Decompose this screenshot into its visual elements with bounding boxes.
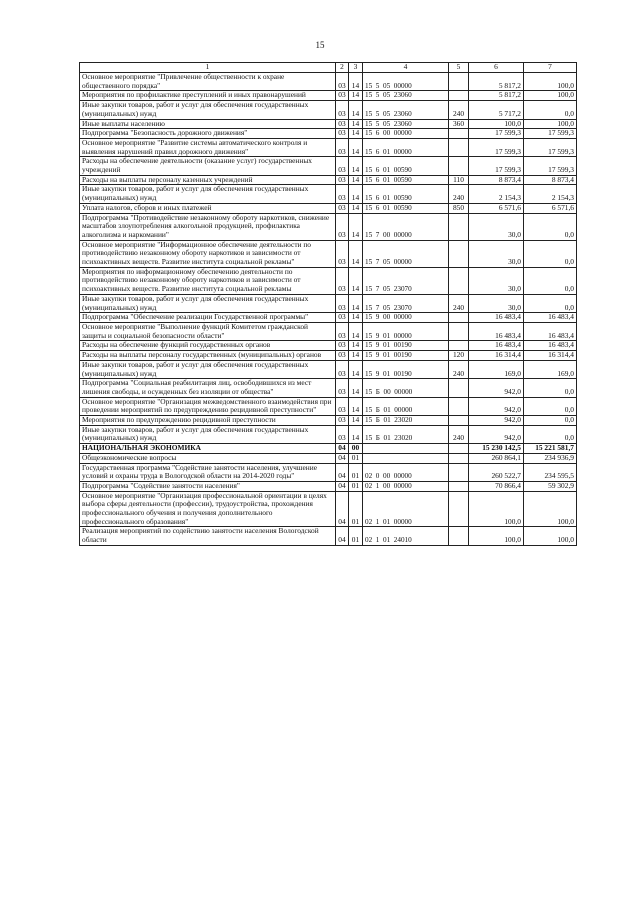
section-code-cell: 03 xyxy=(336,119,349,129)
table-row xyxy=(80,444,577,454)
amount-year2-cell: 0,0 xyxy=(524,240,577,267)
target-article-cell: 15 6 01 00590 xyxy=(363,157,449,175)
table-row xyxy=(80,91,577,101)
table-row xyxy=(80,341,577,351)
expense-type-cell: 240 xyxy=(449,101,469,119)
expense-name-cell: Подпрограмма "Безопасность дорожного движения" xyxy=(80,129,336,139)
target-article-cell: 15 Б 00 00000 xyxy=(363,379,449,397)
section-code-cell: 03 xyxy=(336,313,349,323)
amount-year2-cell: 0,0 xyxy=(524,416,577,426)
expense-name-cell: Основное мероприятие "Организация профессиональной ориентации в целях выбора сферы деятельности (профессии), трудоустройства, прохождения профессионального обучения и получения дополнительного профессионального образования" xyxy=(80,491,336,527)
amount-year1-cell: 100,0 xyxy=(469,119,524,129)
table-row xyxy=(80,527,577,545)
amount-year1-cell: 30,0 xyxy=(469,213,524,240)
expense-type-cell xyxy=(449,91,469,101)
header-cell: 5 xyxy=(449,63,469,73)
section-code-cell: 03 xyxy=(336,341,349,351)
amount-year1-cell: 16 314,4 xyxy=(469,351,524,361)
expense-type-cell xyxy=(449,481,469,491)
amount-year1-cell: 942,0 xyxy=(469,397,524,415)
section-code-cell: 03 xyxy=(336,129,349,139)
target-article-cell: 15 Б 01 23020 xyxy=(363,425,449,443)
amount-year1-cell: 16 483,4 xyxy=(469,322,524,340)
amount-year1-cell: 70 866,4 xyxy=(469,481,524,491)
target-article-cell: 15 6 01 00590 xyxy=(363,203,449,213)
subsection-code-cell: 14 xyxy=(349,101,363,119)
expense-name-cell: Подпрограмма "Обеспечение реализации Государственной программы" xyxy=(80,313,336,323)
subsection-code-cell: 14 xyxy=(349,379,363,397)
expense-name-cell: Реализация мероприятий по содействию занятости населения Вологодской области xyxy=(80,527,336,545)
table-row xyxy=(80,453,577,463)
table-row xyxy=(80,213,577,240)
expense-type-cell xyxy=(449,379,469,397)
amount-year2-cell: 0,0 xyxy=(524,425,577,443)
table-row xyxy=(80,119,577,129)
expense-name-cell: Государственная программа "Содействие занятости населения, улучшение условий и охраны труда в Вологодской области на 2014-2020 годы" xyxy=(80,463,336,481)
subsection-code-cell: 14 xyxy=(349,360,363,378)
section-code-cell: 03 xyxy=(336,322,349,340)
amount-year1-cell: 100,0 xyxy=(469,491,524,527)
target-article-cell: 15 5 05 23060 xyxy=(363,91,449,101)
expense-name-cell: Иные закупки товаров, работ и услуг для обеспечения государственных (муниципальных) нужд xyxy=(80,185,336,203)
expense-type-cell xyxy=(449,416,469,426)
amount-year2-cell: 0,0 xyxy=(524,267,577,294)
table-row xyxy=(80,185,577,203)
target-article-cell xyxy=(363,453,449,463)
expense-type-cell: 850 xyxy=(449,203,469,213)
expense-type-cell xyxy=(449,527,469,545)
table-row xyxy=(80,175,577,185)
expense-type-cell xyxy=(449,313,469,323)
amount-year1-cell: 260 522,7 xyxy=(469,463,524,481)
section-code-cell: 04 xyxy=(336,444,349,454)
target-article-cell: 15 7 05 00000 xyxy=(363,240,449,267)
amount-year2-cell: 0,0 xyxy=(524,101,577,119)
subsection-code-cell: 01 xyxy=(349,527,363,545)
amount-year1-cell: 16 483,4 xyxy=(469,341,524,351)
amount-year1-cell: 15 230 142,5 xyxy=(469,444,524,454)
section-code-cell: 03 xyxy=(336,203,349,213)
section-code-cell: 03 xyxy=(336,175,349,185)
amount-year1-cell: 942,0 xyxy=(469,416,524,426)
amount-year2-cell: 100,0 xyxy=(524,91,577,101)
amount-year1-cell: 5 817,2 xyxy=(469,73,524,91)
expense-type-cell xyxy=(449,397,469,415)
subsection-code-cell: 14 xyxy=(349,185,363,203)
expense-type-cell xyxy=(449,73,469,91)
target-article-cell: 15 6 01 00590 xyxy=(363,185,449,203)
section-code-cell: 03 xyxy=(336,267,349,294)
expense-name-cell: Подпрограмма "Содействие занятости населения" xyxy=(80,481,336,491)
expense-name-cell: Расходы на обеспечение деятельности (оказание услуг) государственных учреждений xyxy=(80,157,336,175)
expense-type-cell xyxy=(449,453,469,463)
amount-year2-cell: 17 599,3 xyxy=(524,157,577,175)
target-article-cell: 15 6 01 00000 xyxy=(363,138,449,156)
expense-type-cell xyxy=(449,138,469,156)
table-row xyxy=(80,240,577,267)
amount-year2-cell: 0,0 xyxy=(524,294,577,312)
expense-type-cell: 240 xyxy=(449,360,469,378)
amount-year2-cell: 17 599,3 xyxy=(524,129,577,139)
expense-type-cell xyxy=(449,463,469,481)
amount-year1-cell: 16 483,4 xyxy=(469,313,524,323)
subsection-code-cell: 14 xyxy=(349,397,363,415)
amount-year1-cell: 260 864,1 xyxy=(469,453,524,463)
target-article-cell: 15 7 05 23070 xyxy=(363,267,449,294)
section-code-cell: 03 xyxy=(336,240,349,267)
section-code-cell: 03 xyxy=(336,416,349,426)
amount-year2-cell: 0,0 xyxy=(524,379,577,397)
expense-type-cell xyxy=(449,341,469,351)
table-row xyxy=(80,73,577,91)
header-cell: 3 xyxy=(349,63,363,73)
section-code-cell: 03 xyxy=(336,294,349,312)
expense-type-cell: 110 xyxy=(449,175,469,185)
expense-name-cell: Подпрограмма "Социальная реабилитация лиц, освободившихся из мест лишения свободы, и осужденных без изоляции от общества" xyxy=(80,379,336,397)
amount-year1-cell: 942,0 xyxy=(469,425,524,443)
table-row xyxy=(80,351,577,361)
subsection-code-cell: 14 xyxy=(349,341,363,351)
amount-year2-cell: 169,0 xyxy=(524,360,577,378)
amount-year1-cell: 8 873,4 xyxy=(469,175,524,185)
table-row xyxy=(80,267,577,294)
expense-name-cell: Мероприятия по профилактике преступлений и иных правонарушений xyxy=(80,91,336,101)
target-article-cell: 02 1 00 00000 xyxy=(363,481,449,491)
subsection-code-cell: 01 xyxy=(349,491,363,527)
table-row xyxy=(80,491,577,527)
expense-name-cell: Иные закупки товаров, работ и услуг для обеспечения государственных (муниципальных) нужд xyxy=(80,425,336,443)
target-article-cell: 15 Б 01 23020 xyxy=(363,416,449,426)
amount-year2-cell: 2 154,3 xyxy=(524,185,577,203)
subsection-code-cell: 14 xyxy=(349,73,363,91)
section-code-cell: 04 xyxy=(336,463,349,481)
page-number: 15 xyxy=(315,40,325,50)
expense-type-cell xyxy=(449,157,469,175)
table-row xyxy=(80,463,577,481)
expense-name-cell: Расходы на выплаты персоналу казенных учреждений xyxy=(80,175,336,185)
subsection-code-cell: 14 xyxy=(349,425,363,443)
expense-name-cell: Основное мероприятие "Выполнение функций Комитетом гражданской защиты и социальной безопасности области" xyxy=(80,322,336,340)
expense-name-cell: Иные закупки товаров, работ и услуг для обеспечения государственных (муниципальных) нужд xyxy=(80,294,336,312)
table-row xyxy=(80,360,577,378)
subsection-code-cell: 14 xyxy=(349,203,363,213)
table-row xyxy=(80,425,577,443)
section-code-cell: 03 xyxy=(336,73,349,91)
expense-name-cell: Мероприятия по информационному обеспечению деятельности по противодействию незаконному обороту наркотиков и зависимости от психоактивных веществ. Развитие института социальной рекламы xyxy=(80,267,336,294)
target-article-cell: 15 9 01 00190 xyxy=(363,360,449,378)
amount-year1-cell: 100,0 xyxy=(469,527,524,545)
header-cell: 2 xyxy=(336,63,349,73)
expense-name-cell: Иные выплаты населению xyxy=(80,119,336,129)
expense-name-cell: Расходы на обеспечение функций государственных органов xyxy=(80,341,336,351)
expense-type-cell: 240 xyxy=(449,185,469,203)
section-code-cell: 03 xyxy=(336,157,349,175)
subsection-code-cell: 14 xyxy=(349,322,363,340)
subsection-code-cell: 01 xyxy=(349,463,363,481)
amount-year2-cell: 16 483,4 xyxy=(524,322,577,340)
amount-year1-cell: 30,0 xyxy=(469,294,524,312)
amount-year2-cell: 59 302,9 xyxy=(524,481,577,491)
amount-year2-cell: 0,0 xyxy=(524,213,577,240)
header-cell: 1 xyxy=(80,63,336,73)
subsection-code-cell: 14 xyxy=(349,119,363,129)
subsection-code-cell: 14 xyxy=(349,267,363,294)
amount-year1-cell: 5 817,2 xyxy=(469,91,524,101)
subsection-code-cell: 14 xyxy=(349,240,363,267)
target-article-cell: 15 9 00 00000 xyxy=(363,313,449,323)
section-code-cell: 03 xyxy=(336,360,349,378)
target-article-cell: 15 7 00 00000 xyxy=(363,213,449,240)
amount-year1-cell: 942,0 xyxy=(469,379,524,397)
target-article-cell: 15 9 01 00190 xyxy=(363,341,449,351)
table-row xyxy=(80,379,577,397)
amount-year2-cell: 15 221 581,7 xyxy=(524,444,577,454)
section-code-cell: 03 xyxy=(336,213,349,240)
budget-table xyxy=(79,62,577,546)
subsection-code-cell: 14 xyxy=(349,294,363,312)
subsection-code-cell: 14 xyxy=(349,138,363,156)
expense-type-cell xyxy=(449,444,469,454)
target-article-cell: 02 1 01 24010 xyxy=(363,527,449,545)
expense-name-cell: Подпрограмма "Противодействие незаконному обороту наркотиков, снижение масштабов злоупотребления алкогольной продукцией, профилактика алкоголизма и наркомании" xyxy=(80,213,336,240)
target-article-cell: 15 5 05 23060 xyxy=(363,119,449,129)
table-row xyxy=(80,313,577,323)
expense-name-cell: Общеэкономические вопросы xyxy=(80,453,336,463)
target-article-cell: 15 9 01 00000 xyxy=(363,322,449,340)
subsection-code-cell: 14 xyxy=(349,213,363,240)
amount-year1-cell: 2 154,3 xyxy=(469,185,524,203)
table-row xyxy=(80,294,577,312)
expense-name-cell: Мероприятия по предупреждению рецидивной преступности xyxy=(80,416,336,426)
amount-year2-cell: 16 314,4 xyxy=(524,351,577,361)
section-code-cell: 03 xyxy=(336,138,349,156)
subsection-code-cell: 01 xyxy=(349,453,363,463)
header-cell: 7 xyxy=(524,63,577,73)
subsection-code-cell: 01 xyxy=(349,481,363,491)
expense-type-cell: 240 xyxy=(449,425,469,443)
amount-year2-cell: 8 873,4 xyxy=(524,175,577,185)
amount-year2-cell: 234 936,9 xyxy=(524,453,577,463)
table-row xyxy=(80,129,577,139)
subsection-code-cell: 14 xyxy=(349,175,363,185)
section-code-cell: 03 xyxy=(336,101,349,119)
expense-name-cell: Расходы на выплаты персоналу государственных (муниципальных) органов xyxy=(80,351,336,361)
table-row xyxy=(80,416,577,426)
header-row xyxy=(80,63,577,73)
section-code-cell: 03 xyxy=(336,379,349,397)
expense-type-cell xyxy=(449,491,469,527)
section-code-cell: 04 xyxy=(336,527,349,545)
subsection-code-cell: 14 xyxy=(349,416,363,426)
table-row xyxy=(80,397,577,415)
amount-year2-cell: 6 571,6 xyxy=(524,203,577,213)
amount-year1-cell: 30,0 xyxy=(469,267,524,294)
subsection-code-cell: 14 xyxy=(349,351,363,361)
expense-name-cell: Основное мероприятие "Информационное обеспечение деятельности по противодействию незаконному обороту наркотиков и зависимости от психоактивных веществ. Развитие института социальной рекламы" xyxy=(80,240,336,267)
target-article-cell: 15 5 05 23060 xyxy=(363,101,449,119)
expense-name-cell: НАЦИОНАЛЬНАЯ ЭКОНОМИКА xyxy=(80,444,336,454)
amount-year2-cell: 16 483,4 xyxy=(524,313,577,323)
amount-year1-cell: 6 571,6 xyxy=(469,203,524,213)
amount-year1-cell: 17 599,3 xyxy=(469,138,524,156)
amount-year2-cell: 100,0 xyxy=(524,527,577,545)
section-code-cell: 03 xyxy=(336,397,349,415)
amount-year1-cell: 17 599,3 xyxy=(469,129,524,139)
amount-year2-cell: 16 483,4 xyxy=(524,341,577,351)
target-article-cell: 15 7 05 23070 xyxy=(363,294,449,312)
amount-year2-cell: 17 599,3 xyxy=(524,138,577,156)
target-article-cell: 15 6 01 00590 xyxy=(363,175,449,185)
section-code-cell: 03 xyxy=(336,185,349,203)
section-code-cell: 04 xyxy=(336,481,349,491)
subsection-code-cell: 00 xyxy=(349,444,363,454)
expense-type-cell xyxy=(449,322,469,340)
expense-type-cell xyxy=(449,267,469,294)
table-row xyxy=(80,157,577,175)
amount-year2-cell: 234 595,5 xyxy=(524,463,577,481)
amount-year1-cell: 30,0 xyxy=(469,240,524,267)
section-code-cell: 03 xyxy=(336,351,349,361)
expense-name-cell: Уплата налогов, сборов и иных платежей xyxy=(80,203,336,213)
section-code-cell: 04 xyxy=(336,491,349,527)
expense-name-cell: Основное мероприятие "Развитие системы автоматического контроля и выявления нарушений правил дорожного движения" xyxy=(80,138,336,156)
amount-year2-cell: 100,0 xyxy=(524,73,577,91)
expense-name-cell: Основное мероприятие "Привлечение общественности к охране общественного порядка" xyxy=(80,73,336,91)
target-article-cell: 02 1 01 00000 xyxy=(363,491,449,527)
target-article-cell xyxy=(363,444,449,454)
target-article-cell: 02 0 00 00000 xyxy=(363,463,449,481)
table-row xyxy=(80,481,577,491)
subsection-code-cell: 14 xyxy=(349,129,363,139)
expense-type-cell: 120 xyxy=(449,351,469,361)
expense-type-cell: 240 xyxy=(449,294,469,312)
target-article-cell: 15 6 00 00000 xyxy=(363,129,449,139)
target-article-cell: 15 9 01 00190 xyxy=(363,351,449,361)
section-code-cell: 04 xyxy=(336,453,349,463)
expense-type-cell xyxy=(449,129,469,139)
amount-year2-cell: 100,0 xyxy=(524,119,577,129)
table-row xyxy=(80,322,577,340)
amount-year1-cell: 17 599,3 xyxy=(469,157,524,175)
amount-year2-cell: 100,0 xyxy=(524,491,577,527)
expense-name-cell: Иные закупки товаров, работ и услуг для обеспечения государственных (муниципальных) нужд xyxy=(80,360,336,378)
amount-year2-cell: 0,0 xyxy=(524,397,577,415)
table-body xyxy=(80,73,577,546)
target-article-cell: 15 5 05 00000 xyxy=(363,73,449,91)
amount-year1-cell: 169,0 xyxy=(469,360,524,378)
subsection-code-cell: 14 xyxy=(349,91,363,101)
target-article-cell: 15 Б 01 00000 xyxy=(363,397,449,415)
subsection-code-cell: 14 xyxy=(349,157,363,175)
subsection-code-cell: 14 xyxy=(349,313,363,323)
header-cell: 4 xyxy=(363,63,449,73)
expense-type-cell: 360 xyxy=(449,119,469,129)
expense-type-cell xyxy=(449,240,469,267)
expense-name-cell: Иные закупки товаров, работ и услуг для обеспечения государственных (муниципальных) нужд xyxy=(80,101,336,119)
table-row xyxy=(80,101,577,119)
expense-type-cell xyxy=(449,213,469,240)
header-cell: 6 xyxy=(469,63,524,73)
table-row xyxy=(80,203,577,213)
table-row xyxy=(80,138,577,156)
section-code-cell: 03 xyxy=(336,91,349,101)
section-code-cell: 03 xyxy=(336,425,349,443)
expense-name-cell: Основное мероприятие "Организация межведомственного взаимодействия при проведении мероприятий по предупреждению рецидивной преступности" xyxy=(80,397,336,415)
amount-year1-cell: 5 717,2 xyxy=(469,101,524,119)
